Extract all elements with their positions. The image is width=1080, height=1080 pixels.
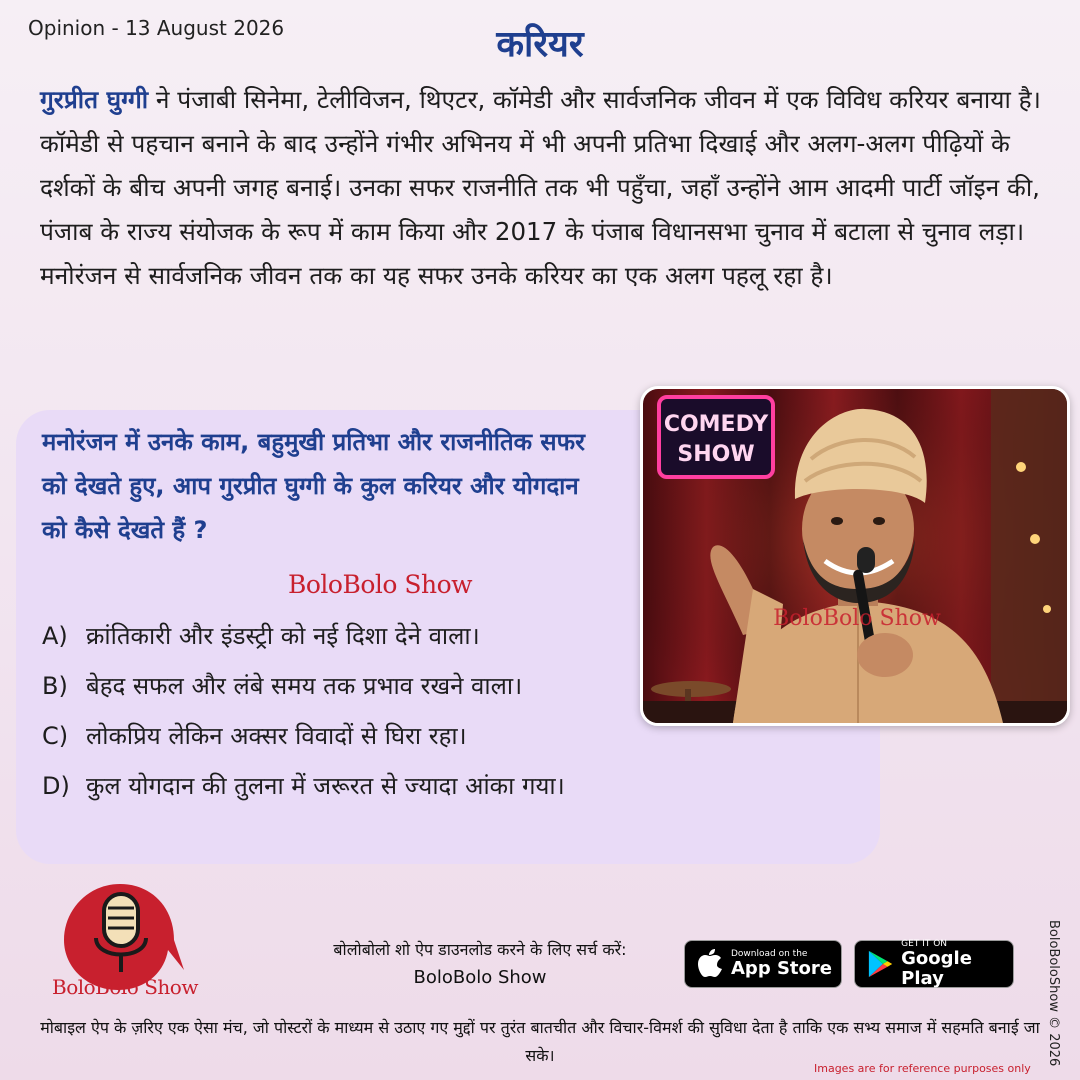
option-text: क्रांतिकारी और इंडस्ट्री को नई दिशा देने वाला।: [86, 622, 480, 650]
sign-line1: COMEDY: [663, 412, 769, 437]
disclaimer: Images are for reference purposes only: [814, 1062, 1031, 1075]
date-label: Opinion - 13 August 2026: [28, 16, 285, 40]
download-prompt-text: बोलोबोलो शो ऐप डाउनलोड करने के लिए सर्च करें:: [333, 940, 627, 959]
google-play-badge[interactable]: [854, 940, 1014, 988]
option-key: B): [42, 672, 68, 700]
poll-question: मनोरंजन में उनके काम, बहुमुखी प्रतिभा और राजनीतिक सफर को देखते हुए, आप गुरप्रीत घुग्गी के कुल करियर और योगदान को कैसे देखते हैं ?: [42, 428, 585, 544]
watermark-text: BoloBolo Show: [288, 570, 473, 599]
option-key: A): [42, 622, 68, 650]
sign-line2: SHOW: [677, 442, 755, 467]
option-key: C): [42, 722, 69, 750]
tagline: मोबाइल ऐप के ज़रिए एक ऐसा मंच, जो पोस्टरों के माध्यम से उठाए गए मुद्दों पर तुरंत बातचीत और विचार-विमर्श की सुविधा देता है ताकि एक सभ्य समाज में सहमति बनाई जा सके।: [40, 1018, 1040, 1065]
option-text: लोकप्रिय लेकिन अक्सर विवादों से घिरा रहा।: [86, 722, 467, 750]
copyright-vertical: BoloBoloShow © 2026: [1046, 920, 1061, 1067]
intro-text: ने पंजाबी सिनेमा, टेलीविजन, थिएटर, कॉमेडी और सार्वजनिक जीवन में एक विविध करियर बनाया है। कॉमेडी से पहचान बनाने के बाद उन्होंने गंभीर अभिनय में भी अपनी प्रतिभा दिखाई और अलग-अलग पीढ़ियों के दर्शकों के बीच अपनी जगह बनाई। उनका सफर राजनीति तक भी पहुँचा, जहाँ उन्होंने आम आदमी पार्टी जॉइन की, पंजाब के राज्य संयोजक के रूप में काम किया और 2017 के पंजाब विधानसभा चुनाव में बटाला से चुनाव लड़ा। मनोरंजन से सार्वजनिक जीवन तक का यह सफर उनके करियर का एक अलग पहलू रहा है।: [40, 85, 1041, 290]
app-store-small-text: Download on the: [731, 949, 808, 959]
logo-text: BoloBolo Show: [52, 975, 198, 999]
download-prompt: [298, 936, 662, 992]
google-play-icon: [867, 949, 893, 979]
poll-option-b[interactable]: [42, 667, 602, 705]
option-text: बेहद सफल और लंबे समय तक प्रभाव रखने वाला।: [86, 672, 523, 700]
intro-paragraph: [40, 78, 1050, 298]
google-play-small-text: GET IT ON: [901, 939, 948, 949]
option-key: D): [42, 772, 70, 800]
page-title: करियर: [496, 24, 584, 65]
search-term: BoloBolo Show: [413, 967, 547, 988]
comedian-illustration: [643, 389, 1067, 723]
option-text: कुल योगदान की तुलना में जरूरत से ज्यादा आंका गया।: [86, 772, 565, 800]
comedian-photo: [640, 386, 1070, 726]
app-store-badge[interactable]: [684, 940, 842, 988]
intro-name: गुरप्रीत घुग्गी: [40, 85, 149, 114]
apple-icon: [697, 949, 723, 979]
poll-option-a[interactable]: [42, 617, 642, 655]
google-play-big-text: Google Play: [901, 948, 972, 989]
poll-option-d[interactable]: [42, 767, 802, 805]
poll-options: [42, 617, 642, 817]
app-store-big-text: App Store: [731, 958, 832, 979]
photo-watermark: BoloBolo Show: [773, 606, 941, 631]
